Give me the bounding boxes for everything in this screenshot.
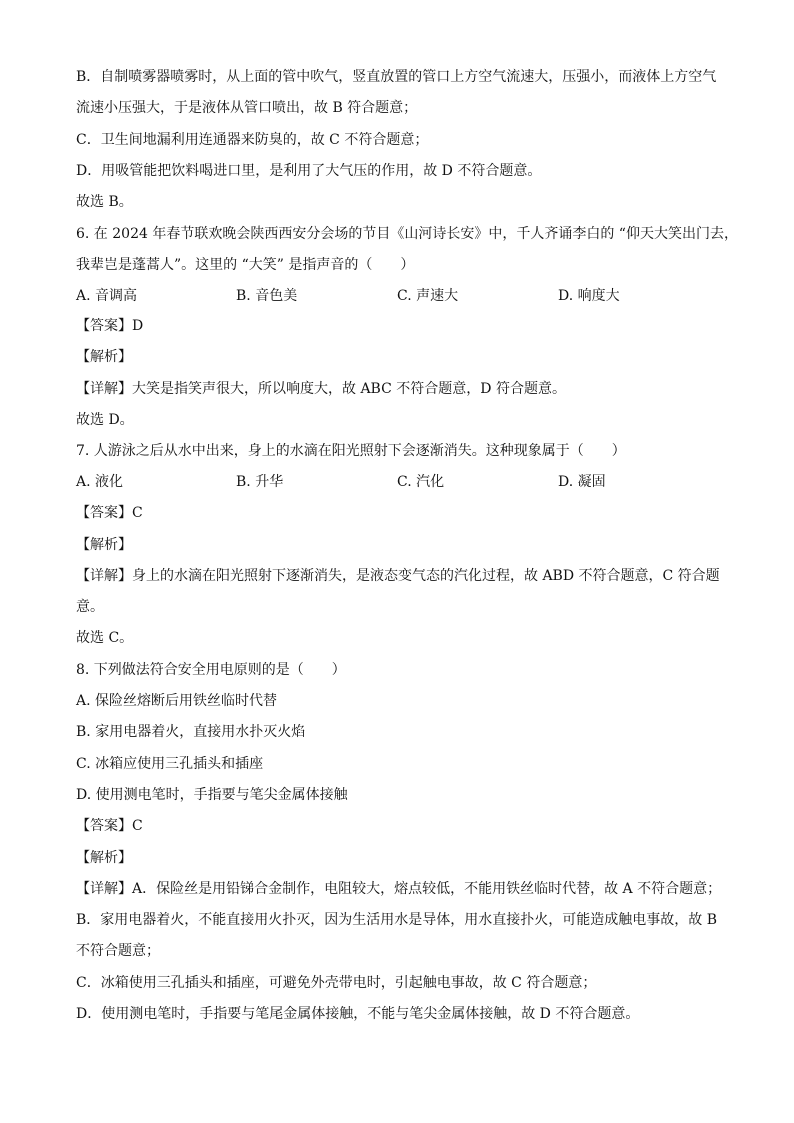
q8-option-a: A. 保险丝熔断后用铁丝临时代替 bbox=[76, 693, 278, 709]
q7-option-c: C. 汽化 bbox=[397, 474, 445, 490]
prev-option-b-line2: 流速小压强大，于是液体从管口喷出，故 B 符合题意； bbox=[76, 100, 418, 116]
q6-option-d: D. 响度大 bbox=[558, 288, 620, 304]
prev-option-d: D．用吸管能把饮料喝进口里，是利用了大气压的作用，故 D 不符合题意。 bbox=[76, 163, 542, 179]
q8-option-d: D. 使用测电笔时，手指要与笔尖金属体接触 bbox=[76, 787, 348, 803]
q7-option-a: A. 液化 bbox=[76, 474, 124, 490]
q6-option-a: A. 音调高 bbox=[76, 288, 138, 304]
q6-detail: 【详解】大笑是指笑声很大，所以响度大，故 ABC 不符合题意，D 符合题意。 bbox=[76, 381, 566, 397]
q8-detail-line5: D．使用测电笔时，手指要与笔尾金属体接触，不能与笔尖金属体接触，故 D 不符合题意。 bbox=[76, 1006, 640, 1022]
q6-option-b: B. 音色美 bbox=[236, 288, 298, 304]
prev-option-c: C．卫生间地漏利用连通器来防臭的，故 C 不符合题意； bbox=[76, 132, 429, 148]
q8-stem: 8. 下列做法符合安全用电原则的是（ ） bbox=[76, 662, 346, 678]
q8-detail-line1: 【详解】A．保险丝是用铅锑合金制作，电阻较大，熔点较低，不能用铁丝临时代替，故 A 不符合题意； bbox=[76, 881, 722, 897]
q7-answer: 【答案】C bbox=[76, 505, 143, 521]
q7-detail-line1: 【详解】身上的水滴在阳光照射下逐渐消失，是液态变气态的汽化过程，故 ABD 不符合题意，C 符合题 bbox=[76, 568, 720, 584]
q8-answer: 【答案】C bbox=[76, 818, 143, 834]
q6-option-c: C. 声速大 bbox=[397, 288, 459, 304]
q8-option-b: B. 家用电器着火，直接用水扑灭火焰 bbox=[76, 724, 306, 740]
q6-answer: 【答案】D bbox=[76, 318, 144, 334]
q7-detail-line2: 意。 bbox=[76, 599, 104, 615]
q8-analysis-label: 【解析】 bbox=[76, 850, 132, 866]
q8-detail-line2: B．家用电器着火，不能直接用火扑灭，因为生活用水是导体，用水直接扑火，可能造成触电事故，故 B bbox=[76, 912, 718, 928]
q6-stem-line1: 6. 在 2024 年春节联欢晚会陕西西安分会场的节目《山河诗长安》中，千人齐诵李白的 “仰天大笑出门去， bbox=[76, 226, 738, 242]
q6-choice: 故选 D。 bbox=[76, 412, 134, 428]
prev-choice: 故选 B。 bbox=[76, 194, 133, 210]
q7-analysis-label: 【解析】 bbox=[76, 537, 132, 553]
q8-detail-line4: C．冰箱使用三孔插头和插座，可避免外壳带电时，引起触电事故，故 C 符合题意； bbox=[76, 975, 597, 991]
q6-analysis-label: 【解析】 bbox=[76, 349, 132, 365]
q7-option-d: D. 凝固 bbox=[558, 474, 606, 490]
q8-option-c: C. 冰箱应使用三孔插头和插座 bbox=[76, 756, 264, 772]
q6-stem-line2: 我辈岂是蓬蒿人”。这里的 “大笑” 是指声音的（ ） bbox=[76, 257, 415, 273]
q8-detail-line3: 不符合题意； bbox=[76, 943, 160, 959]
q7-option-b: B. 升华 bbox=[236, 474, 284, 490]
q7-choice: 故选 C。 bbox=[76, 630, 134, 646]
q7-stem: 7. 人游泳之后从水中出来，身上的水滴在阳光照射下会逐渐消失。这种现象属于（ ） bbox=[76, 443, 626, 459]
prev-option-b-line1: B．自制喷雾器喷雾时，从上面的管中吹气，竖直放置的管口上方空气流速大，压强小，而液体上方空气 bbox=[76, 69, 717, 85]
